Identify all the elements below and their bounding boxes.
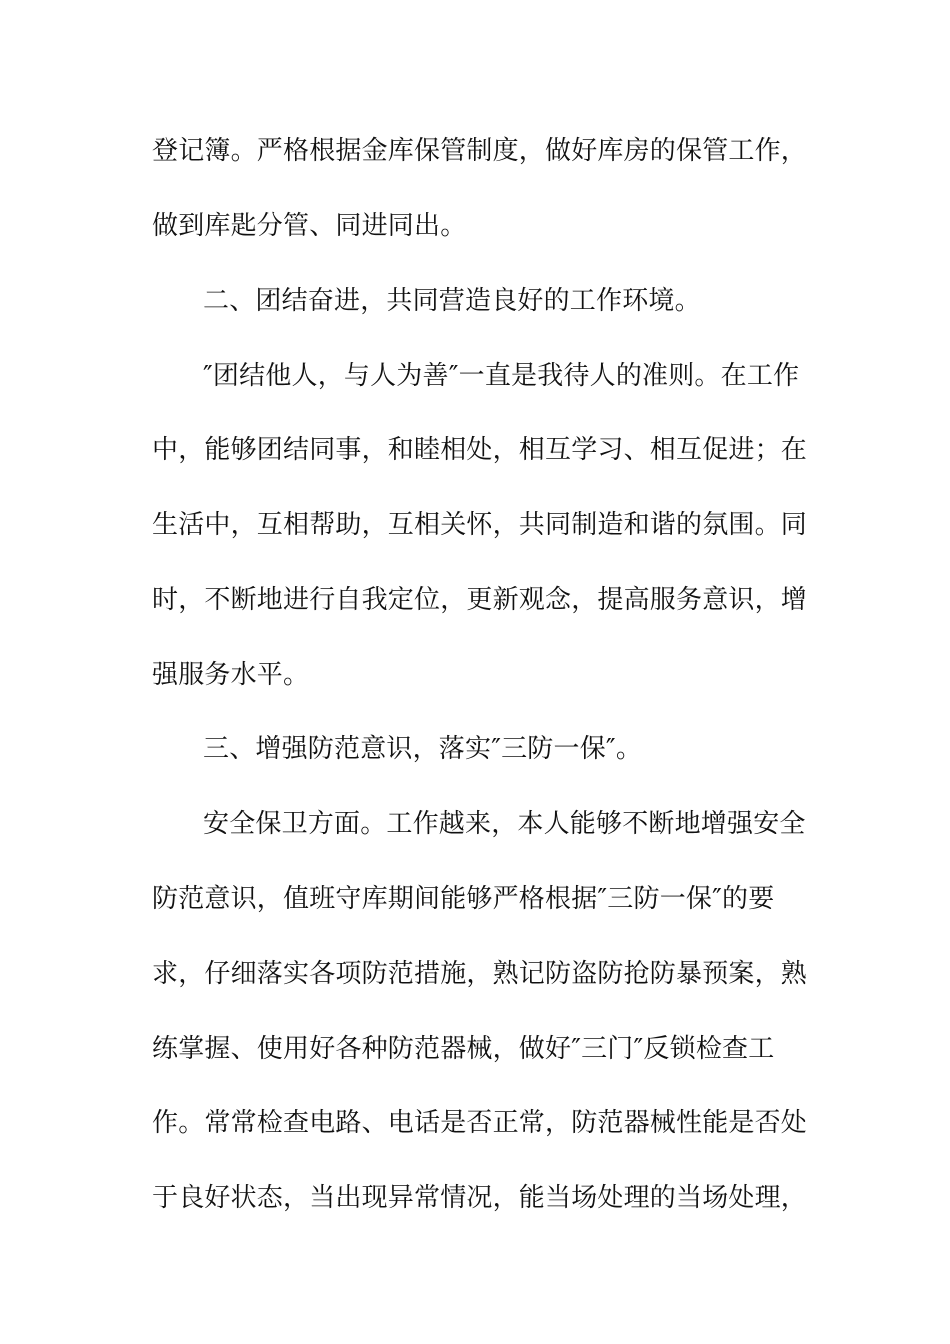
body-text-line: 登记簿。严格根据金库保管制度，做好库房的保管工作， — [152, 136, 808, 166]
body-text-line: 求，仔细落实各项防范措施，熟记防盗防抢防暴预案，熟 — [152, 959, 808, 989]
body-text-line: 做到库匙分管、同进同出。 — [152, 211, 467, 241]
body-text-line: 中，能够团结同事，和睦相处，相互学习、相互促进；在 — [152, 435, 808, 465]
paragraph-start-line: ″团结他人，与人为善″一直是我待人的准则。在工作 — [203, 361, 800, 391]
section-heading-3: 三、增强防范意识，落实″三防一保″。 — [203, 734, 643, 764]
body-text-line: 防范意识，值班守库期间能够严格根据″三防一保″的要 — [152, 884, 775, 914]
body-text-line: 作。常常检查电路、电话是否正常，防范器械性能是否处 — [152, 1108, 808, 1138]
body-text-line: 强服务水平。 — [152, 660, 310, 690]
paragraph-start-line: 安全保卫方面。工作越来，本人能够不断地增强安全 — [203, 809, 806, 839]
body-text-line: 时，不断地进行自我定位，更新观念，提高服务意识，增 — [152, 585, 808, 615]
section-heading-2: 二、团结奋进，共同营造良好的工作环境。 — [203, 286, 701, 316]
body-text-line: 于良好状态，当出现异常情况，能当场处理的当场处理， — [152, 1183, 808, 1213]
body-text-line: 练掌握、使用好各种防范器械，做好″三门″反锁检查工 — [152, 1034, 775, 1064]
body-text-line: 生活中，互相帮助，互相关怀，共同制造和谐的氛围。同 — [152, 510, 808, 540]
